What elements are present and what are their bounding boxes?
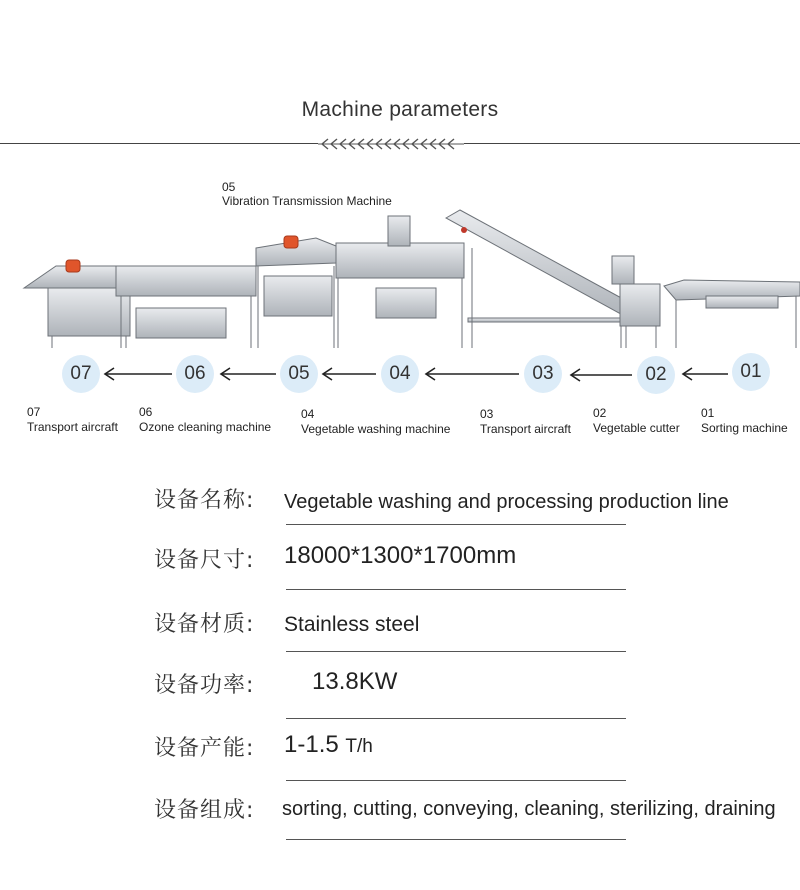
caption-top-name: Vibration Transmission Machine: [222, 194, 392, 208]
spec-size-underline: [286, 589, 626, 590]
spec-capacity-value: [284, 731, 373, 759]
arrow-left-icon: [680, 366, 730, 382]
spec-power-value: 13.8KW: [312, 668, 398, 695]
spec-name-underline: [286, 524, 626, 525]
step-06-circle: 06: [176, 355, 214, 393]
step-03-num: 03: [480, 407, 494, 421]
step-04-name: Vegetable washing machine: [301, 422, 451, 436]
step-06-num: 06: [139, 405, 153, 419]
spec-power-underline: [286, 718, 626, 719]
page-title: Machine parameters: [301, 98, 499, 121]
step-03-circle: 03: [524, 355, 562, 393]
step-06-name: Ozone cleaning machine: [139, 420, 272, 434]
spec-name-value: Vegetable washing and processing production line: [284, 491, 729, 513]
step-02-circle: 02: [637, 356, 675, 394]
caption-top-num: 05: [222, 180, 236, 194]
step-02-num: 02: [593, 406, 607, 420]
spec-name-key: 设备名称:: [154, 488, 255, 513]
spec-power-key: 设备功率:: [154, 673, 255, 698]
step-01-name: Sorting machine: [701, 421, 788, 435]
arrow-left-icon: [218, 366, 278, 382]
title-rule-left: [0, 143, 318, 144]
step-03-name: Transport aircraft: [480, 422, 571, 436]
spec-material-key: 设备材质:: [154, 612, 255, 637]
spec-material-underline: [286, 651, 626, 652]
spec-material-value: Stainless steel: [284, 613, 420, 636]
arrow-left-icon: [568, 367, 634, 383]
arrow-left-icon: [102, 366, 174, 382]
spec-composition-underline: [286, 839, 626, 840]
step-01-num: 01: [701, 406, 715, 420]
title-rule-right: [464, 143, 800, 144]
spec-composition-key: 设备组成:: [154, 798, 255, 823]
step-05-circle: 05: [280, 355, 318, 393]
step-07-name: Transport aircraft: [27, 420, 118, 434]
step-04-num: 04: [301, 407, 315, 421]
production-line-illustration: [16, 188, 800, 353]
spec-capacity-unit: T/h: [345, 736, 373, 757]
spec-capacity-key: 设备产能:: [154, 736, 255, 761]
spec-capacity-number: 1-1.5: [284, 731, 339, 758]
step-04-circle: 04: [381, 355, 419, 393]
step-02-name: Vegetable cutter: [593, 421, 680, 435]
step-01-circle: 01: [732, 353, 770, 391]
chevron-divider-icon: [318, 136, 464, 152]
spec-capacity-underline: [286, 780, 626, 781]
spec-composition-value: sorting, cutting, conveying, cleaning, sterilizing, draining: [282, 798, 776, 820]
arrow-left-icon: [423, 366, 521, 382]
step-07-num: 07: [27, 405, 41, 419]
spec-size-value: 18000*1300*1700mm: [284, 542, 517, 569]
step-07-circle: 07: [62, 355, 100, 393]
spec-size-key: 设备尺寸:: [154, 548, 255, 573]
arrow-left-icon: [320, 366, 378, 382]
